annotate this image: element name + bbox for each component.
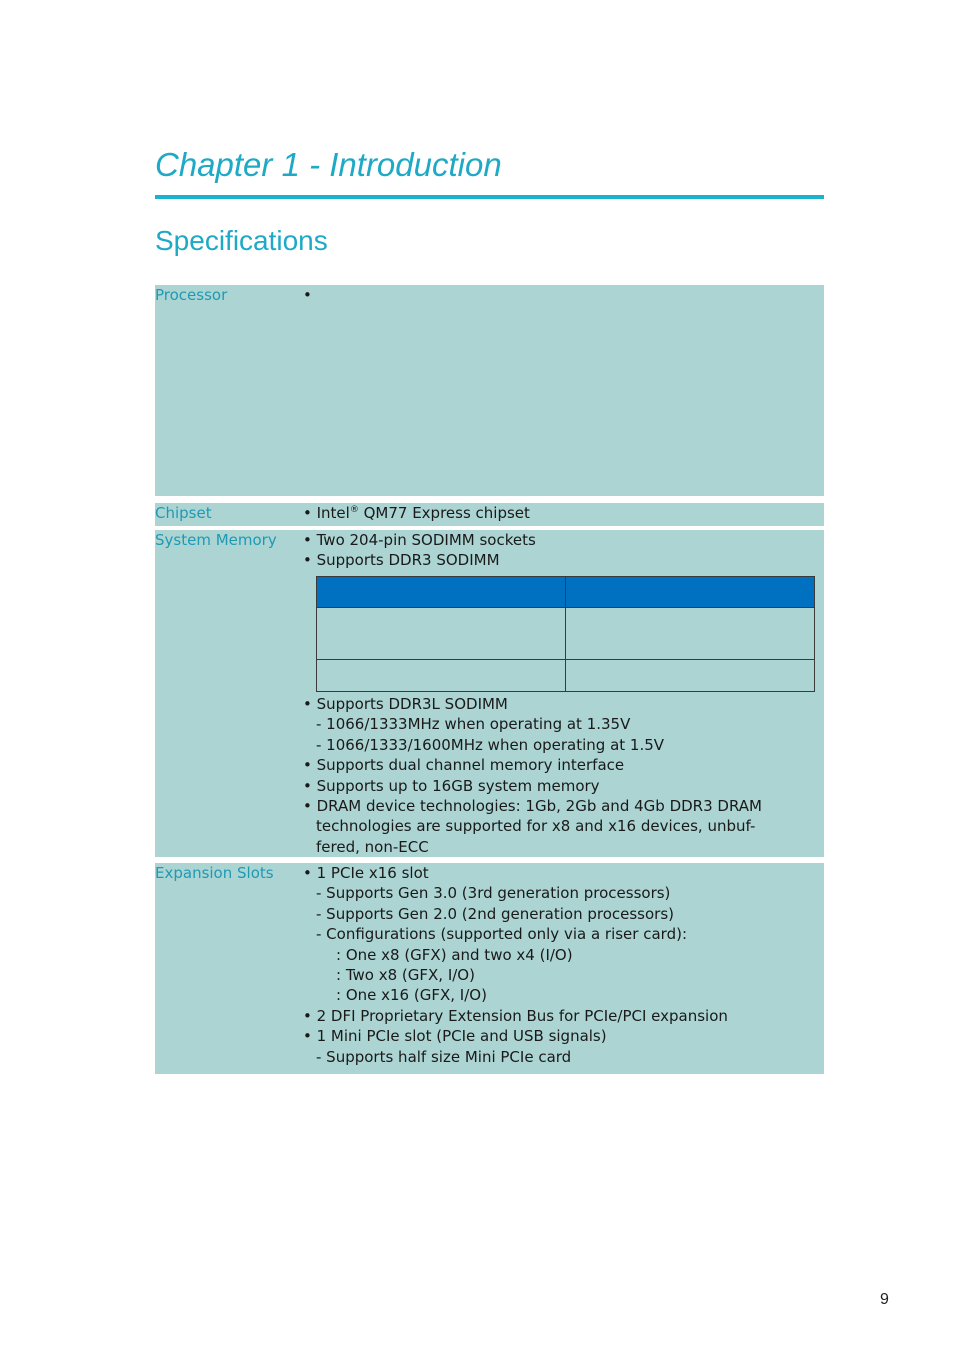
spec-body	[303, 863, 816, 1067]
list-item: • 1 Mini PCIe slot (PCIe and USB signals)	[303, 1027, 607, 1046]
table-header-cell	[566, 577, 815, 608]
table-cell	[566, 659, 815, 691]
list-subsubitem: : One x8 (GFX) and two x4 (I/O)	[336, 945, 573, 964]
list-subitem: - 1066/1333/1600MHz when operating at 1.5V	[316, 735, 665, 754]
list-item: • Supports DDR3 SODIMM	[303, 551, 500, 570]
spec-body-continued	[303, 694, 816, 857]
registered-mark: ®	[349, 505, 359, 515]
memory-table	[316, 576, 815, 692]
list-subitem: - Configurations (supported only via a riser card):	[316, 925, 687, 944]
list-subsubitem: : Two x8 (GFX, I/O)	[336, 966, 475, 985]
list-subitem: - Supports half size Mini PCIe card	[316, 1047, 572, 1066]
list-item: • Two 204-pin SODIMM sockets	[303, 531, 536, 549]
list-subitem: - Supports Gen 3.0 (3rd generation processors)	[316, 884, 671, 903]
spec-body	[303, 285, 816, 305]
list-item-continuation: technologies are supported for x8 and x16 devices, unbuf-	[316, 817, 756, 836]
page-number: 9	[880, 1291, 889, 1308]
spec-label: Expansion Slots	[155, 864, 274, 882]
list-item	[303, 503, 816, 523]
list-subitem: - 1066/1333MHz when operating at 1.35V	[316, 715, 631, 734]
list-item: • Supports dual channel memory interface	[303, 756, 625, 775]
list-item: • DRAM device technologies: 1Gb, 2Gb and 4Gb DDR3 DRAM	[303, 797, 762, 816]
list-item: • 1 PCIe x16 slot	[303, 864, 429, 882]
table-cell	[566, 608, 815, 659]
spec-row-system-memory	[155, 530, 824, 857]
spec-row-processor	[155, 285, 824, 496]
list-subitem: - Supports Gen 2.0 (2nd generation processors)	[316, 904, 675, 923]
table-cell	[317, 659, 566, 691]
spec-label: System Memory	[155, 531, 277, 549]
table-header-row	[317, 577, 815, 608]
list-item: • Supports up to 16GB system memory	[303, 776, 600, 795]
spec-row-chipset	[155, 503, 824, 526]
chapter-rule	[155, 195, 824, 199]
spec-body	[303, 503, 816, 523]
table-row	[317, 608, 815, 659]
list-item: •	[303, 286, 312, 304]
chapter-title: Chapter 1 - Introduction	[155, 146, 502, 183]
spec-label: Chipset	[155, 504, 212, 522]
list-item-text: QM77 Express chipset	[358, 504, 530, 522]
table-row	[317, 659, 815, 691]
spec-label: Processor	[155, 286, 228, 304]
table-header-cell	[317, 577, 566, 608]
list-item-text: • Intel	[303, 504, 350, 522]
spec-row-expansion-slots	[155, 863, 824, 1074]
table-cell	[317, 608, 566, 659]
list-item-continuation: fered, non-ECC	[316, 837, 429, 856]
list-item: • 2 DFI Proprietary Extension Bus for PCIe/PCI expansion	[303, 1006, 728, 1025]
section-title: Specifications	[155, 225, 328, 256]
list-item: • Supports DDR3L SODIMM	[303, 695, 508, 713]
list-subsubitem: : One x16 (GFX, I/O)	[336, 986, 487, 1005]
spec-body	[303, 530, 816, 571]
